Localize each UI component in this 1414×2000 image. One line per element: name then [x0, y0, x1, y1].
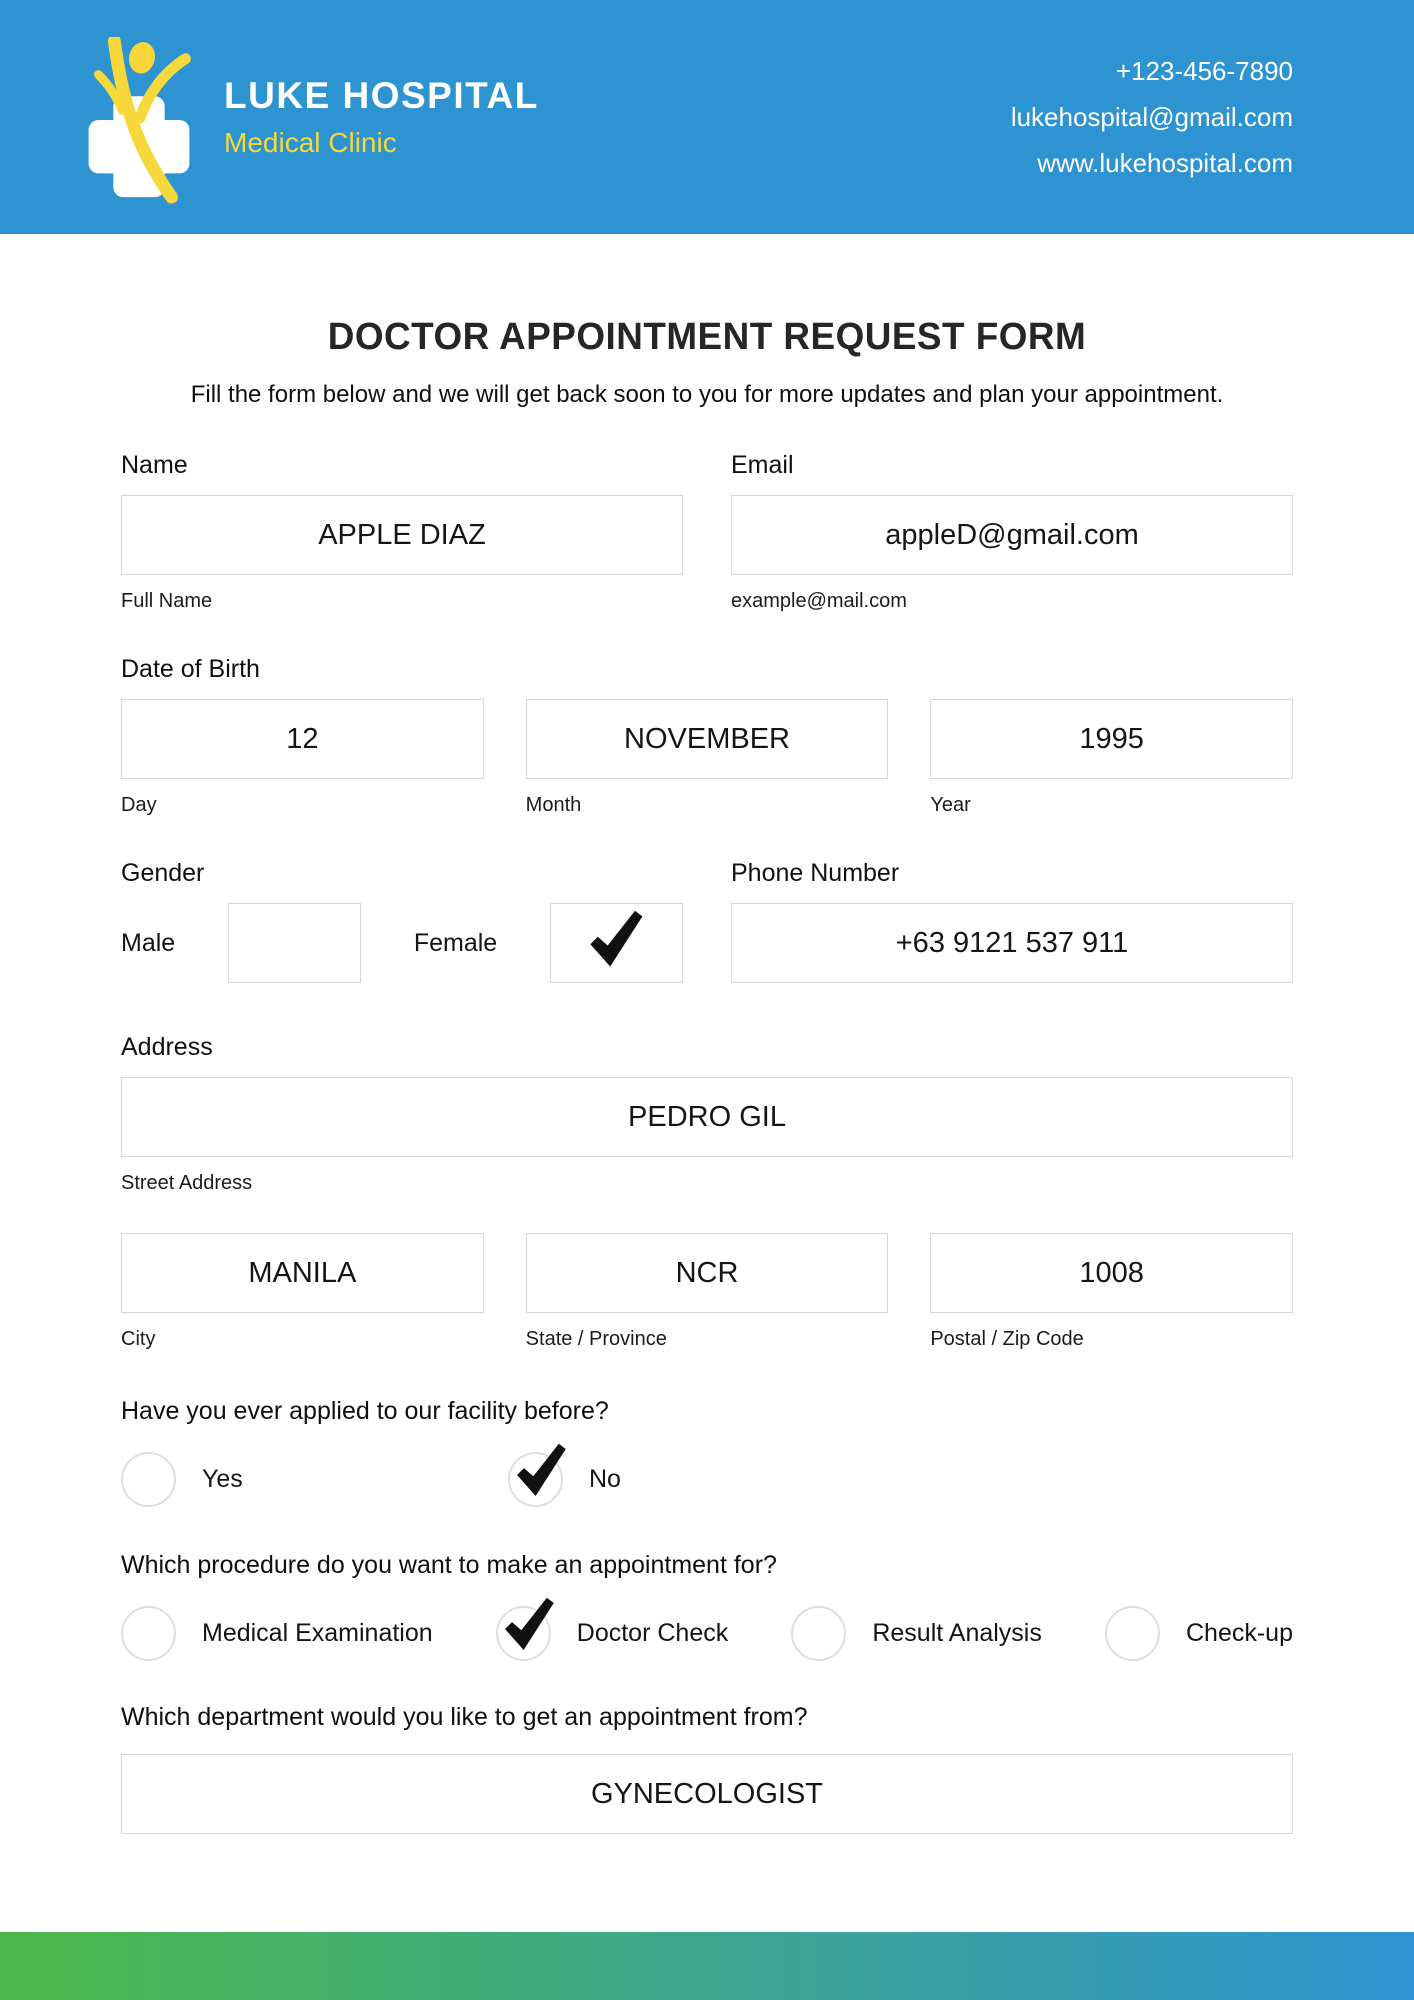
check-icon — [513, 1442, 571, 1500]
check-icon — [501, 1596, 559, 1654]
male-checkbox[interactable] — [228, 903, 361, 983]
name-helper: Full Name — [121, 590, 213, 612]
procedure-question: Which procedure do you want to make an appointment for? — [121, 1551, 777, 1579]
email-label: Email — [731, 451, 794, 479]
contact-phone: +123-456-7890 — [1115, 56, 1293, 86]
gender-field-group — [121, 859, 683, 983]
option-medical-examination — [121, 1606, 433, 1661]
state-input[interactable]: NCR — [526, 1233, 889, 1313]
medical-examination-label: Medical Examination — [202, 1619, 433, 1647]
doctor-check-label: Doctor Check — [576, 1619, 729, 1647]
header-contact — [1011, 48, 1293, 186]
name-label: Name — [121, 451, 188, 479]
hospital-name: LUKE HOSPITAL — [224, 75, 539, 116]
address-label: Address — [121, 1033, 213, 1061]
phone-label: Phone Number — [731, 859, 900, 887]
address-helper: Street Address — [121, 1172, 253, 1194]
option-doctor-check — [496, 1606, 728, 1661]
dob-day-helper: Day — [121, 794, 157, 816]
female-checkbox[interactable] — [550, 903, 683, 983]
page-title: DOCTOR APPOINTMENT REQUEST FORM — [327, 316, 1087, 358]
city-input[interactable]: MANILA — [121, 1233, 484, 1313]
applied-before-options — [121, 1452, 1293, 1507]
zip-helper: Postal / Zip Code — [930, 1328, 1084, 1350]
result-analysis-label: Result Analysis — [872, 1619, 1042, 1647]
header — [0, 0, 1414, 234]
name-field-group — [121, 451, 683, 613]
email-input[interactable]: appleD@gmail.com — [731, 495, 1293, 575]
dob-year-group — [930, 699, 1293, 817]
dob-day-input[interactable]: 12 — [121, 699, 484, 779]
yes-radio-label: Yes — [202, 1465, 243, 1493]
gender-phone-row — [121, 859, 1293, 983]
name-input[interactable]: APPLE DIAZ — [121, 495, 683, 575]
state-group — [526, 1233, 889, 1351]
option-check-up — [1105, 1606, 1293, 1661]
no-radio-label: No — [589, 1465, 621, 1493]
dob-row — [121, 699, 1293, 817]
dob-day-group — [121, 699, 484, 817]
department-input[interactable]: GYNECOLOGIST — [121, 1754, 1293, 1834]
form-body — [121, 316, 1293, 1834]
check-up-radio[interactable] — [1105, 1606, 1160, 1661]
male-label: Male — [121, 928, 176, 957]
female-label: Female — [413, 928, 498, 957]
city-helper: City — [121, 1328, 156, 1350]
option-yes — [121, 1452, 508, 1507]
gender-label: Gender — [121, 859, 205, 887]
no-radio[interactable] — [508, 1452, 563, 1507]
contact-email: lukehospital@gmail.com — [1010, 102, 1293, 132]
phone-field-group — [731, 859, 1293, 983]
result-analysis-radio[interactable] — [791, 1606, 846, 1661]
dob-month-helper: Month — [525, 794, 582, 816]
yes-radio[interactable] — [121, 1452, 176, 1507]
footer-gradient-bar — [0, 1932, 1414, 2000]
city-state-zip-row — [121, 1233, 1293, 1351]
form-subtitle: Fill the form below and we will get back soon to you for more updates and plan your appointment. — [190, 381, 1224, 408]
dob-label: Date of Birth — [121, 655, 260, 683]
brand-text — [224, 75, 539, 159]
address-section — [121, 1033, 1293, 1195]
option-result-analysis — [791, 1606, 1042, 1661]
check-icon — [586, 909, 648, 971]
dob-section — [121, 655, 1293, 817]
state-helper: State / Province — [525, 1328, 667, 1350]
department-question: Which department would you like to get an appointment from? — [121, 1703, 808, 1731]
hospital-tagline: Medical Clinic — [224, 127, 397, 158]
dob-year-input[interactable]: 1995 — [930, 699, 1293, 779]
zip-input[interactable]: 1008 — [930, 1233, 1293, 1313]
name-email-row — [121, 451, 1293, 613]
phone-input[interactable]: +63 9121 537 911 — [731, 903, 1293, 983]
contact-website: www.lukehospital.com — [1037, 148, 1293, 178]
procedure-options — [121, 1606, 1293, 1661]
hospital-logo-icon — [84, 37, 194, 205]
email-field-group — [731, 451, 1293, 613]
dob-year-helper: Year — [930, 794, 971, 816]
email-helper: example@mail.com — [731, 590, 907, 612]
brand — [84, 29, 539, 205]
department-section — [121, 1703, 1293, 1834]
option-no — [508, 1452, 621, 1507]
medical-examination-radio[interactable] — [121, 1606, 176, 1661]
applied-before-question: Have you ever applied to our facility before? — [121, 1397, 609, 1425]
dob-month-input[interactable]: NOVEMBER — [526, 699, 889, 779]
check-up-label: Check-up — [1185, 1619, 1293, 1647]
doctor-check-radio[interactable] — [496, 1606, 551, 1661]
applied-before-section — [121, 1397, 1293, 1507]
gender-options — [121, 903, 683, 983]
city-group — [121, 1233, 484, 1351]
zip-group — [930, 1233, 1293, 1351]
procedure-section — [121, 1551, 1293, 1661]
dob-month-group — [526, 699, 889, 817]
address-input[interactable]: PEDRO GIL — [121, 1077, 1293, 1157]
